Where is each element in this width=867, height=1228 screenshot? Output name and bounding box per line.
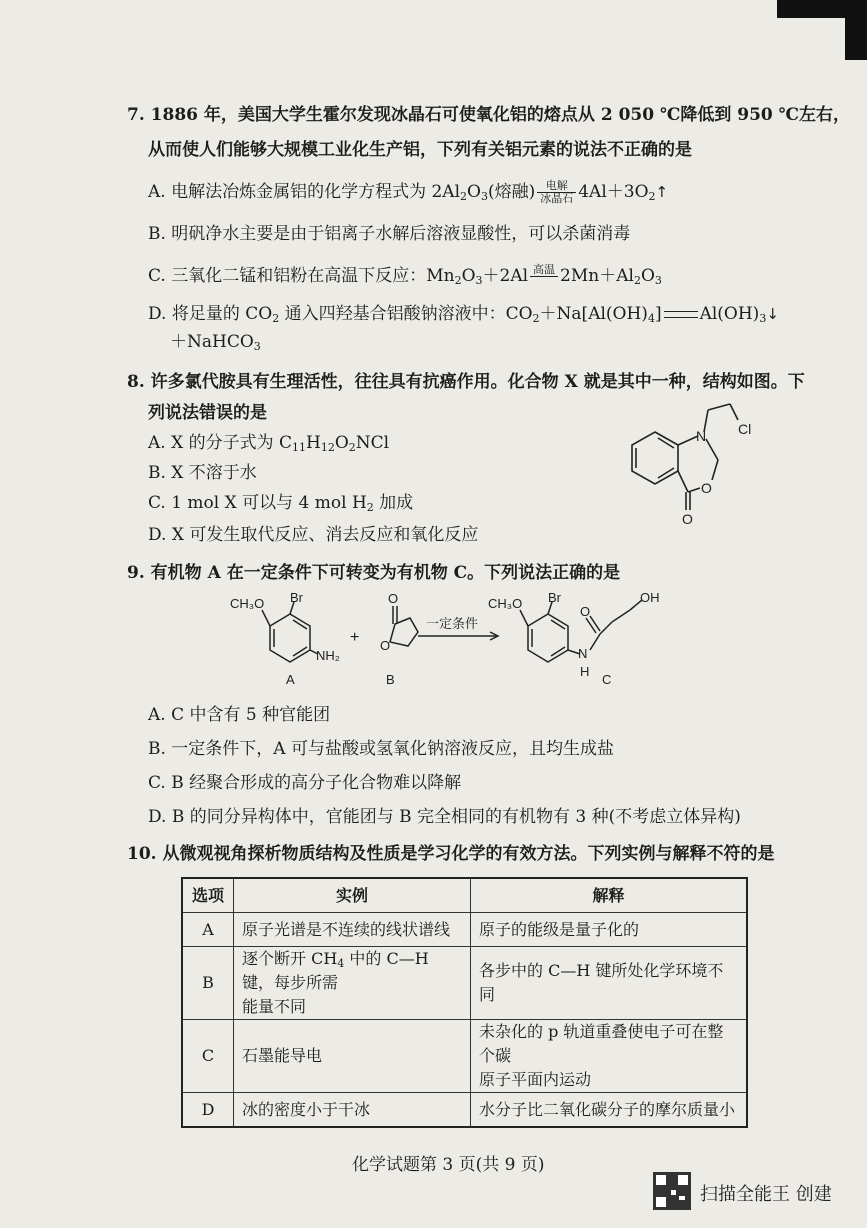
- c-amide-n: N: [578, 646, 588, 661]
- q10-table: [181, 877, 748, 1128]
- compound-c-label: C: [602, 672, 612, 687]
- scan-edge-mark-vertical: [845, 0, 867, 60]
- table-header-row: [182, 878, 747, 913]
- table-row[interactable]: B 逐个断开 $CH_4$ 中的 C—H 键，每步所需 能量不同 各步中的 C—H 键所处化学环境不同: [182, 947, 747, 1020]
- c-carbonyl-o: O: [580, 604, 591, 619]
- gas-up-arrow-icon: ↑: [655, 183, 669, 201]
- q7-option-d-line2: ＋NaHCO$_3$: [170, 332, 261, 353]
- q7-option-a[interactable]: A. 电解法冶炼金属铝的化学方程式为 $2Al_2O_3$(熔融) $\frac{\text{电解}}{\text{冰晶石}}$ $4Al+3O_2↑$: [148, 179, 669, 205]
- header-example: 实例: [234, 878, 471, 913]
- q9-option-c[interactable]: C. B 经聚合形成的高分子化合物难以降解: [148, 773, 462, 793]
- qr-code-icon: [653, 1172, 691, 1210]
- q7-stem-line2: 从而使人们能够大规模工业化生产铝，下列有关铝元素的说法不正确的是: [148, 140, 692, 160]
- atom-o-carbonyl: O: [682, 511, 693, 527]
- q9-option-d[interactable]: D. B 的同分异构体中，官能团与 B 完全相同的有机物有 3 种(不考虑立体异构): [148, 807, 741, 827]
- c-amide-h: H: [580, 664, 590, 679]
- a-br-label: Br: [290, 590, 303, 605]
- a-nh2-label: NH₂: [316, 648, 340, 663]
- q8-option-c[interactable]: C. 1 mol X 可以与 4 mol $H_2$ 加成: [148, 493, 414, 514]
- q7-option-c[interactable]: C. 三氧化二锰和铝粉在高温下反应：$Mn_2O_3+2Al$ 高温 $2Mn+Al_2O_3$: [148, 263, 662, 287]
- q8-stem-line2: 列说法错误的是: [148, 403, 267, 423]
- b-ring-o: O: [380, 638, 391, 653]
- header-explanation: 解释: [471, 878, 748, 913]
- q9-option-a[interactable]: A. C 中含有 5 种官能团: [148, 705, 331, 725]
- table-row[interactable]: C 石墨能导电 未杂化的 p 轨道重叠使电子可在整个碳 原子平面内运动: [182, 1020, 747, 1093]
- q7-option-d[interactable]: D. 将足量的 $CO_2$ 通入四羟基合铝酸钠溶液中：$CO_2+Na[Al(OH)_4]$ $Al(OH)_3↓$: [148, 304, 779, 325]
- precipitate-down-arrow-icon: ↓: [766, 305, 779, 323]
- q9-stem: 9. 有机物 A 在一定条件下可转变为有机物 C。下列说法正确的是: [127, 563, 621, 583]
- header-option: 选项: [182, 878, 234, 913]
- atom-n: N: [696, 428, 707, 444]
- q9-option-b[interactable]: B. 一定条件下，A 可与盐酸或氢氧化钠溶液反应，且均生成盐: [148, 739, 614, 759]
- q8-option-b[interactable]: B. X 不溶于水: [148, 463, 257, 483]
- table-row[interactable]: D 冰的密度小于干冰 水分子比二氧化碳分子的摩尔质量小: [182, 1093, 747, 1128]
- page-footer: 化学试题第 3 页(共 9 页): [352, 1155, 545, 1175]
- compound-b-label: B: [386, 672, 395, 687]
- q7-option-b[interactable]: B. 明矾净水主要是由于铝离子水解后溶液显酸性，可以杀菌消毒: [148, 224, 631, 244]
- q7-stem-line1: 7. 1886 年，美国大学生霍尔发现冰晶石可使氧化铝的熔点从 2 050 ℃降低到 950 ℃左右，: [127, 105, 851, 125]
- q9-reaction-scheme: [230, 588, 700, 688]
- c-br-label: Br: [548, 590, 561, 605]
- compound-a-label: A: [286, 672, 295, 687]
- equals-sign: [664, 311, 698, 318]
- c-methoxy-label: CH₃O: [488, 596, 523, 611]
- compound-x-structure: [620, 392, 760, 527]
- b-carbonyl-o: O: [388, 591, 399, 606]
- plus-sign: +: [350, 629, 360, 646]
- table-row[interactable]: A 原子光谱是不连续的线状谱线 原子的能级是量子化的: [182, 913, 747, 947]
- a-methoxy-label: CH₃O: [230, 596, 265, 611]
- atom-cl: Cl: [738, 421, 752, 437]
- q10-stem: 10. 从微观视角探析物质结构及性质是学习化学的有效方法。下列实例与解释不符的是: [127, 844, 775, 864]
- q8-stem-line1: 8. 许多氯代胺具有生理活性，往往具有抗癌作用。化合物 X 就是其中一种，结构如图。下: [127, 372, 805, 392]
- atom-o-ring: O: [701, 480, 712, 496]
- reaction-condition: 一定条件: [426, 616, 479, 631]
- reaction-condition: $\frac{\text{电解}}{\text{冰晶石}}$: [537, 180, 576, 205]
- q8-option-a[interactable]: A. X 的分子式为 $C_{11}H_{12}O_2NCl$: [148, 433, 390, 454]
- q8-option-d[interactable]: D. X 可发生取代反应、消去反应和氧化反应: [148, 525, 479, 545]
- c-oh-label: OH: [640, 590, 660, 605]
- reaction-condition: 高温: [530, 264, 558, 289]
- scanner-watermark: 扫描全能王 创建: [700, 1184, 832, 1205]
